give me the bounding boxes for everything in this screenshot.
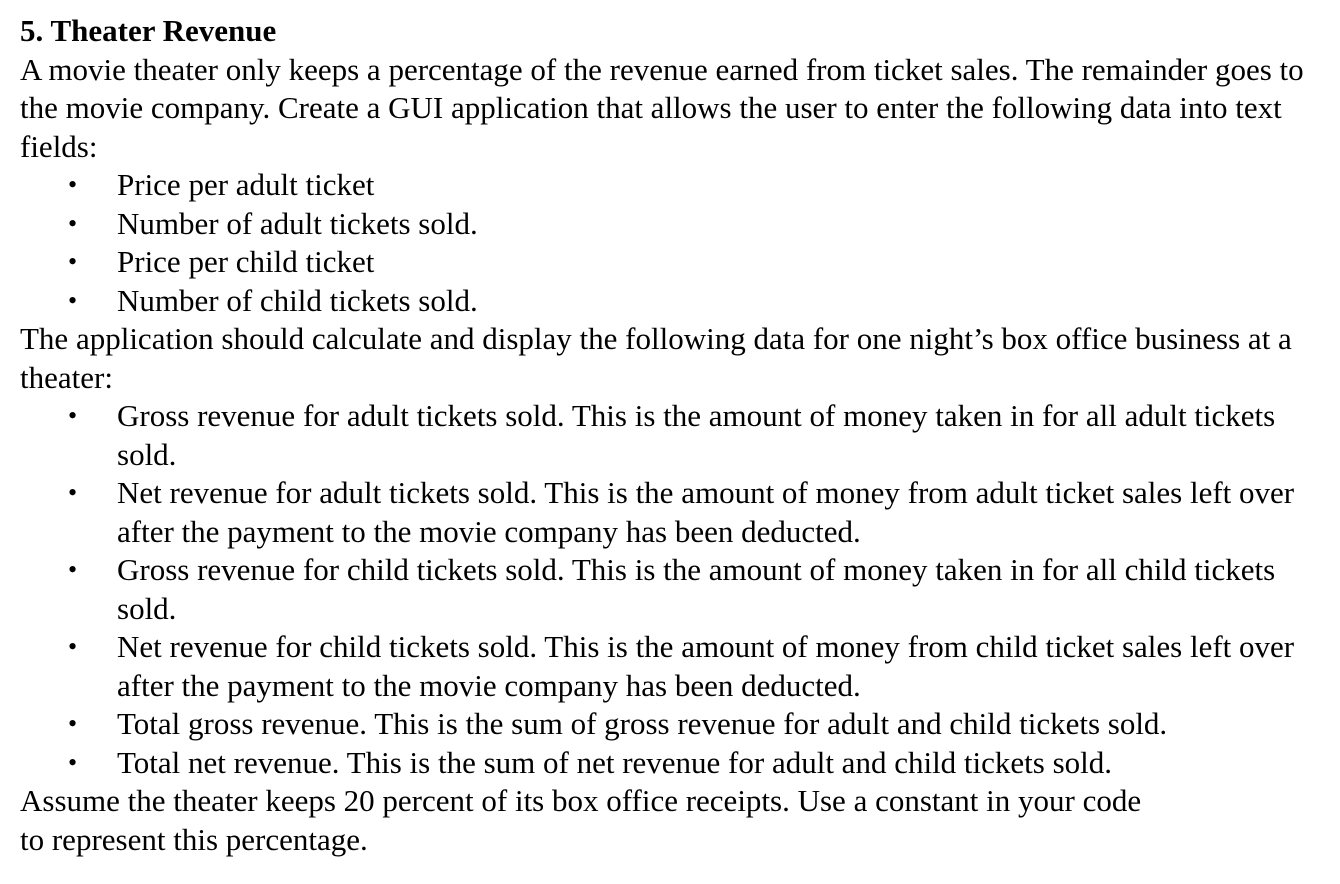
bullet: • xyxy=(68,478,78,507)
list-item-text: Price per child ticket xyxy=(117,244,375,279)
bullet: • xyxy=(68,747,78,777)
list-item xyxy=(20,243,1320,282)
intro-paragraph: A movie theater only keeps a percentage of the revenue earned from ticket sales. The remainder goes to the movie company. Create a GUI application that allows the user to enter the following data into text fields: xyxy=(20,51,1304,164)
bullet: • xyxy=(68,555,78,584)
list-item-text: Gross revenue for adult tickets sold. This is the amount of money taken in for all adult tickets sold. xyxy=(117,398,1276,472)
list-item xyxy=(20,551,1320,628)
list-item-text: Number of child tickets sold. xyxy=(117,282,478,318)
list-item-text: Total gross revenue. This is the sum of gross revenue for adult and child tickets sold. xyxy=(117,706,1168,741)
calc-intro-paragraph: The application should calculate and display the following data for one night’s box office business at a theater: xyxy=(20,321,1292,395)
document xyxy=(20,12,1320,859)
bullet: • xyxy=(68,709,78,738)
input-fields-list xyxy=(20,166,1320,320)
list-item-text: Total net revenue. This is the sum of net revenue for adult and child tickets sold. xyxy=(117,744,1113,780)
list-item xyxy=(20,628,1320,705)
bullet: • xyxy=(68,401,78,430)
bullet: • xyxy=(68,285,78,315)
list-item-text: Number of adult tickets sold. xyxy=(117,205,478,241)
bullet: • xyxy=(68,632,78,661)
section-heading: 5. Theater Revenue xyxy=(20,13,277,48)
list-item-text: Net revenue for adult tickets sold. This is the amount of money from adult ticket sales left over after the payment to the movie company has been deducted. xyxy=(117,475,1295,549)
closing-line-2: to represent this percentage. xyxy=(20,821,368,857)
list-item-text: Price per adult ticket xyxy=(117,167,375,202)
outputs-list xyxy=(20,397,1320,782)
list-item xyxy=(20,744,1320,783)
list-item-text: Net revenue for child tickets sold. This is the amount of money from child ticket sales left over after the payment to the movie company has been deducted. xyxy=(117,629,1295,703)
list-item xyxy=(20,397,1320,474)
closing-line-1: Assume the theater keeps 20 percent of its box office receipts. Use a constant in your code xyxy=(20,783,1142,818)
bullet: • xyxy=(68,208,78,238)
list-item xyxy=(20,474,1320,551)
list-item xyxy=(20,166,1320,205)
list-item xyxy=(20,705,1320,744)
bullet: • xyxy=(68,170,78,199)
list-item xyxy=(20,205,1320,244)
list-item xyxy=(20,282,1320,321)
bullet: • xyxy=(68,247,78,276)
list-item-text: Gross revenue for child tickets sold. This is the amount of money taken in for all child tickets sold. xyxy=(117,552,1276,626)
